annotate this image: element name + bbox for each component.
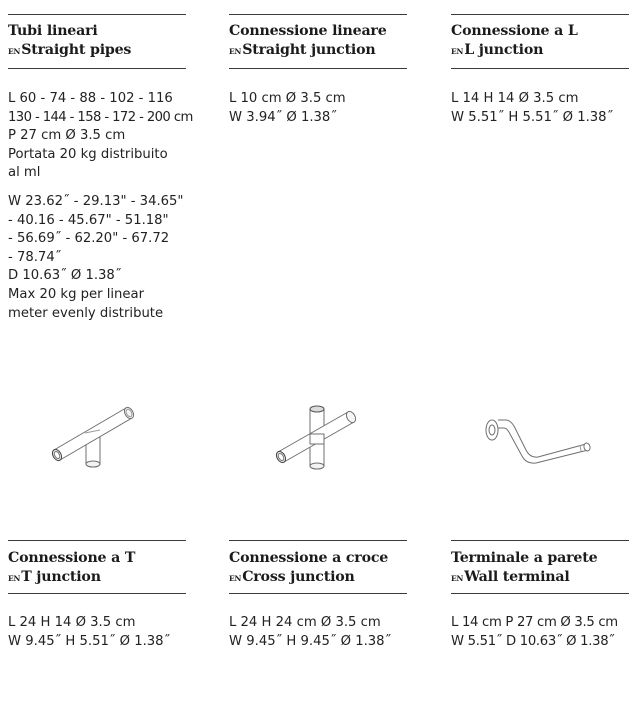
spec-line-en: W 23.62˝ - 29.13" - 34.65" (8, 193, 184, 209)
top-rule (229, 540, 407, 541)
top-rule (8, 540, 186, 541)
spec-line-en: D 10.63˝ Ø 1.38˝ (8, 268, 122, 284)
spec-line: L 24 H 24 cm Ø 3.5 cm (229, 615, 381, 630)
section-heading (451, 549, 629, 587)
bottom-rule (229, 68, 407, 69)
top-rule (229, 14, 407, 15)
spec-list (8, 614, 193, 651)
top-rule (8, 14, 186, 15)
spec-list (229, 90, 414, 127)
section-heading (451, 22, 629, 60)
section-title: Terminale a parete (451, 550, 598, 566)
section-subtitle: Straight pipes (21, 42, 132, 58)
spec-list (8, 90, 193, 323)
spec-list (451, 90, 636, 127)
spec-line-en: - 78.74˝ (8, 249, 62, 265)
bottom-rule (451, 593, 629, 594)
spec-line: L 24 H 14 Ø 3.5 cm (8, 615, 136, 630)
section-title: Connessione lineare (229, 23, 387, 39)
en-tag: EN (229, 47, 242, 56)
section-subtitle: L junction (464, 42, 544, 58)
bottom-rule (8, 68, 186, 69)
en-tag: EN (8, 574, 21, 583)
section-subtitle: Cross junction (242, 569, 355, 585)
spec-line: P 27 cm Ø 3.5 cm (8, 128, 126, 144)
spec-line: W 3.94˝ Ø 1.38˝ (229, 109, 337, 125)
spec-line: al ml (8, 165, 41, 181)
spec-line: W 5.51˝ H 5.51˝ Ø 1.38˝ (451, 109, 614, 125)
spec-line: W 9.45˝ H 9.45˝ Ø 1.38˝ (229, 633, 392, 649)
spec-line: Portata 20 kg distribuito (8, 146, 168, 162)
section-title: Connessione a L (451, 23, 578, 39)
bottom-rule (451, 68, 629, 69)
section-heading (229, 549, 407, 587)
spec-line: L 14 cm P 27 cm Ø 3.5 cm (451, 615, 618, 630)
spec-line-en: meter evenly distribute (8, 305, 164, 321)
spec-line: 130 - 144 - 158 - 172 - 200 cm (8, 109, 193, 125)
top-rule (451, 14, 629, 15)
en-tag: EN (229, 574, 242, 583)
spec-line: L 14 H 14 Ø 3.5 cm (451, 91, 579, 106)
spec-line: W 9.45˝ H 5.51˝ Ø 1.38˝ (8, 633, 171, 649)
spec-line-en: - 40.16 - 45.67" - 51.18" (8, 212, 169, 228)
section-subtitle: Wall terminal (464, 569, 570, 585)
section-subtitle: T junction (21, 569, 101, 585)
spec-line: L 10 cm Ø 3.5 cm (229, 91, 346, 106)
section-heading (8, 22, 186, 60)
spec-list (451, 614, 636, 651)
t-junction-drawing (40, 398, 150, 478)
cross-junction-drawing (264, 396, 364, 482)
spec-line-en: Max 20 kg per linear (8, 286, 145, 302)
section-heading (8, 549, 186, 587)
en-tag: EN (451, 574, 464, 583)
spec-list (229, 614, 414, 651)
bottom-rule (229, 593, 407, 594)
bottom-rule (8, 593, 186, 594)
section-title: Connessione a croce (229, 550, 389, 566)
spec-line: W 5.51˝ D 10.63˝ Ø 1.38˝ (451, 633, 615, 649)
spec-line: L 60 - 74 - 88 - 102 - 116 (8, 91, 173, 106)
section-heading (229, 22, 407, 60)
en-tag: EN (451, 47, 464, 56)
section-title: Connessione a T (8, 550, 136, 566)
section-title: Tubi lineari (8, 23, 98, 39)
spec-line-en: - 56.69˝ - 62.20" - 67.72 (8, 231, 170, 247)
en-tag: EN (8, 47, 21, 56)
section-subtitle: Straight junction (242, 42, 376, 58)
top-rule (451, 540, 629, 541)
wall-terminal-drawing (478, 406, 602, 468)
